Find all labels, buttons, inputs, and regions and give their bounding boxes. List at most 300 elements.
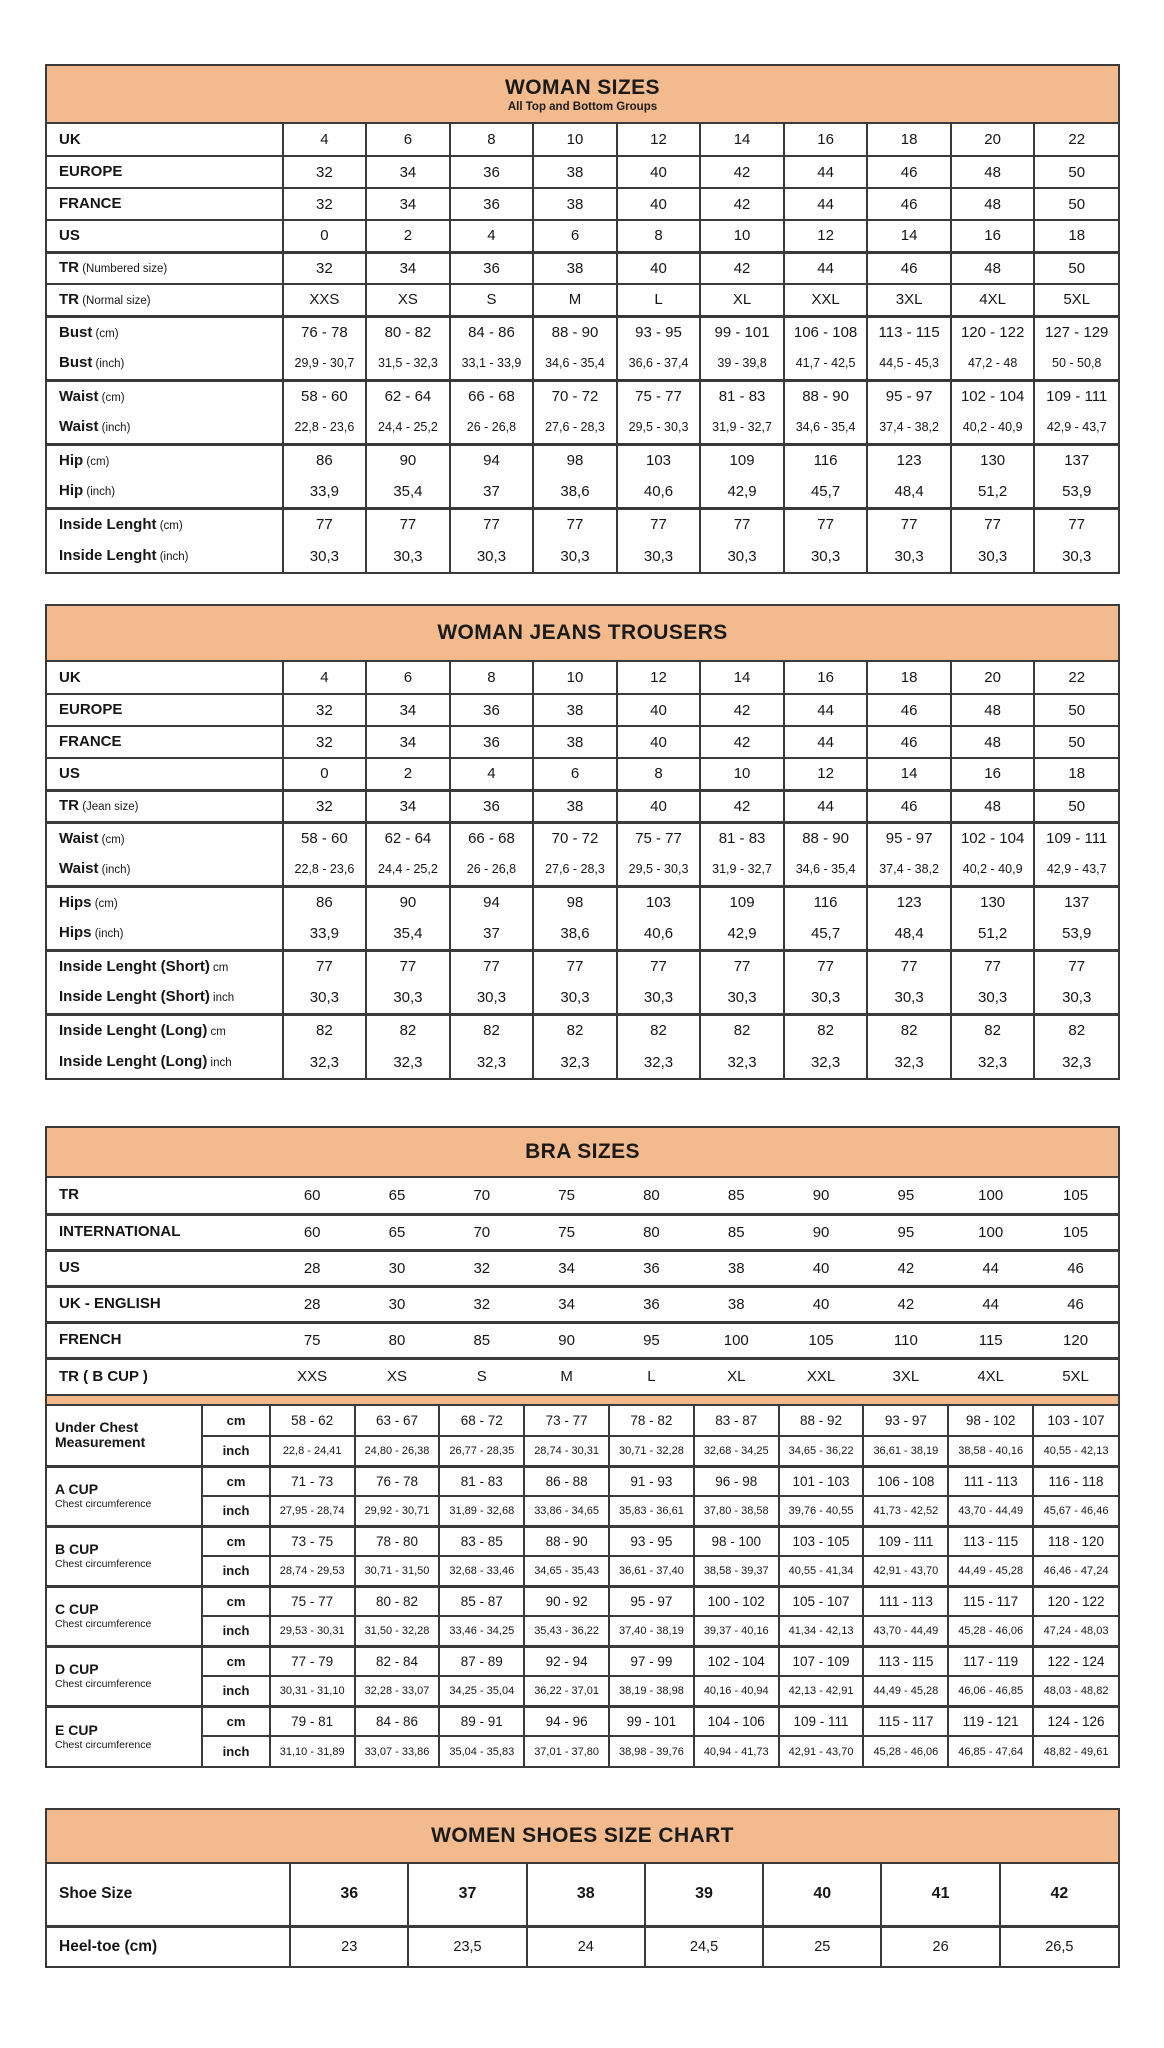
- size-cell: 50: [1034, 694, 1118, 726]
- size-cell: 10: [533, 124, 617, 156]
- size-cell: 34: [366, 694, 450, 726]
- size-cell: 38: [527, 1864, 645, 1926]
- size-cell: 50: [1034, 726, 1118, 758]
- size-cell: 70 - 72: [533, 380, 617, 412]
- size-cell: 58 - 60: [283, 822, 367, 854]
- size-cell: 8: [450, 662, 534, 694]
- row-label: US: [47, 220, 283, 252]
- size-cell: 4XL: [948, 1358, 1033, 1394]
- size-cell: 95 - 97: [609, 1586, 694, 1616]
- size-cell: 44: [948, 1250, 1033, 1286]
- row-label: TR: [59, 1186, 79, 1204]
- size-cell: 38: [694, 1250, 779, 1286]
- size-cell: 8: [450, 124, 534, 156]
- row-label: Heel-toe (cm): [47, 1926, 290, 1966]
- size-cell: 34: [366, 252, 450, 284]
- size-cell: 86 - 88: [524, 1466, 609, 1496]
- size-cell: 89 - 91: [439, 1706, 524, 1736]
- size-cell: 45,28 - 46,06: [863, 1736, 948, 1766]
- size-cell: 116: [784, 444, 868, 476]
- size-cell: 36: [450, 694, 534, 726]
- size-cell: 77: [533, 508, 617, 540]
- size-cell: 3XL: [863, 1358, 948, 1394]
- size-cell: 75: [270, 1322, 355, 1358]
- size-cell: 12: [784, 758, 868, 790]
- size-cell: 29,53 - 30,31: [270, 1616, 355, 1646]
- size-cell: 42,13 - 42,91: [779, 1676, 864, 1706]
- size-cell: XL: [694, 1358, 779, 1394]
- size-cell: 38: [533, 252, 617, 284]
- size-cell: 90 - 92: [524, 1586, 609, 1616]
- size-cell: 30,3: [617, 540, 701, 572]
- size-cell: 30,3: [283, 540, 367, 572]
- size-cell: 4: [283, 124, 367, 156]
- size-cell: 24: [527, 1926, 645, 1966]
- size-cell: 44: [948, 1286, 1033, 1322]
- size-cell: 81 - 83: [700, 822, 784, 854]
- size-cell: 39,76 - 40,55: [779, 1496, 864, 1526]
- size-cell: XXL: [779, 1358, 864, 1394]
- shoes-table: [47, 1864, 1118, 1966]
- group-label: Under Chest Measurement: [55, 1419, 146, 1451]
- size-cell: 77: [450, 950, 534, 982]
- table-row: [47, 918, 1118, 950]
- size-cell: 115 - 117: [863, 1706, 948, 1736]
- size-cell: 32: [439, 1250, 524, 1286]
- size-cell: 20: [951, 124, 1035, 156]
- size-cell: 77: [617, 950, 701, 982]
- size-cell: 36: [450, 726, 534, 758]
- size-cell: 30,3: [283, 982, 367, 1014]
- size-cell: 29,5 - 30,3: [617, 854, 701, 886]
- size-cell: 48: [951, 694, 1035, 726]
- size-cell: 82: [784, 1014, 868, 1046]
- row-label: TR (Normal size): [47, 284, 283, 316]
- size-cell: 103 - 105: [779, 1526, 864, 1556]
- size-cell: 32: [283, 694, 367, 726]
- size-cell: 37: [450, 918, 534, 950]
- size-cell: 36,22 - 37,01: [524, 1676, 609, 1706]
- table-row: [47, 220, 1118, 252]
- size-cell: 82: [1034, 1014, 1118, 1046]
- size-cell: 38,6: [533, 476, 617, 508]
- group-label: A CUP Chest circumference: [47, 1466, 202, 1526]
- size-cell: 28,74 - 29,53: [270, 1556, 355, 1586]
- size-cell: 109 - 111: [1034, 380, 1118, 412]
- size-cell: 46,85 - 47,64: [948, 1736, 1033, 1766]
- size-cell: 77: [700, 950, 784, 982]
- size-cell: 117 - 119: [948, 1646, 1033, 1676]
- size-cell: 80: [355, 1322, 440, 1358]
- row-label: TR (Numbered size): [47, 252, 283, 284]
- size-cell: 27,6 - 28,3: [533, 854, 617, 886]
- size-cell: 38,98 - 39,76: [609, 1736, 694, 1766]
- table-row: [47, 1646, 1118, 1676]
- size-cell: 42: [863, 1250, 948, 1286]
- size-cell: 44,49 - 45,28: [948, 1556, 1033, 1586]
- size-cell: 6: [366, 662, 450, 694]
- size-cell: XXS: [283, 284, 367, 316]
- size-cell: 77: [784, 950, 868, 982]
- size-cell: 42: [700, 726, 784, 758]
- size-cell: 62 - 64: [366, 380, 450, 412]
- unit-label: inch: [202, 1676, 269, 1706]
- size-cell: 31,9 - 32,7: [700, 854, 784, 886]
- size-cell: 82: [617, 1014, 701, 1046]
- size-cell: 30,3: [1034, 982, 1118, 1014]
- row-label: Bust (cm): [47, 316, 283, 348]
- size-cell: 39: [645, 1864, 763, 1926]
- size-cell: 42,9 - 43,7: [1034, 412, 1118, 444]
- row-label: UK: [59, 130, 81, 148]
- size-cell: 111 - 113: [863, 1586, 948, 1616]
- woman-sizes-section: [45, 64, 1120, 574]
- size-cell: 32,3: [1034, 1046, 1118, 1078]
- table-row: [47, 1358, 1118, 1394]
- size-cell: 124 - 126: [1033, 1706, 1118, 1736]
- size-cell: 37,4 - 38,2: [867, 412, 951, 444]
- size-cell: 106 - 108: [784, 316, 868, 348]
- row-label: UK - ENGLISH: [47, 1286, 270, 1322]
- size-cell: 90: [779, 1214, 864, 1250]
- size-cell: 44: [784, 188, 868, 220]
- size-cell: 93 - 97: [863, 1406, 948, 1436]
- shoes-header: [47, 1810, 1118, 1864]
- size-cell: 68 - 72: [439, 1406, 524, 1436]
- size-cell: 30,3: [533, 982, 617, 1014]
- size-cell: 90: [366, 444, 450, 476]
- row-label: INTERNATIONAL: [47, 1214, 270, 1250]
- table-row: [47, 1214, 1118, 1250]
- size-cell: 111 - 113: [948, 1466, 1033, 1496]
- size-cell: 45,7: [784, 476, 868, 508]
- size-cell: 30,3: [1034, 540, 1118, 572]
- bra-sizes-header: [47, 1128, 1118, 1178]
- size-cell: 30,3: [533, 540, 617, 572]
- size-cell: 32,3: [700, 1046, 784, 1078]
- size-cell: 118 - 120: [1033, 1526, 1118, 1556]
- size-cell: 34,65 - 36,22: [779, 1436, 864, 1466]
- size-cell: 34,6 - 35,4: [784, 412, 868, 444]
- size-cell: 77: [1034, 950, 1118, 982]
- size-cell: 18: [867, 124, 951, 156]
- size-cell: 71 - 73: [270, 1466, 355, 1496]
- bra-measurement-table: [47, 1406, 1118, 1766]
- woman-jeans-section: [45, 604, 1120, 1080]
- size-cell: 27,95 - 28,74: [270, 1496, 355, 1526]
- size-cell: 77: [951, 950, 1035, 982]
- unit-label: cm: [202, 1646, 269, 1676]
- size-cell: 34: [524, 1286, 609, 1322]
- size-cell: 38: [533, 156, 617, 188]
- size-cell: 35,4: [366, 918, 450, 950]
- row-label: Waist (inch): [59, 418, 131, 436]
- size-cell: 66 - 68: [450, 380, 534, 412]
- size-cell: 53,9: [1034, 476, 1118, 508]
- size-cell: 70 - 72: [533, 822, 617, 854]
- size-cell: 0: [283, 220, 367, 252]
- size-cell: 75: [558, 1186, 575, 1204]
- size-cell: 29,92 - 30,71: [355, 1496, 440, 1526]
- row-label: Inside Lenght (cm): [47, 508, 283, 540]
- size-cell: 30: [355, 1286, 440, 1322]
- size-cell: 80 - 82: [366, 316, 450, 348]
- size-cell: 22: [1034, 124, 1118, 156]
- size-cell: 22: [1034, 662, 1118, 694]
- size-cell: 51,2: [951, 476, 1035, 508]
- table-row: [47, 950, 1118, 982]
- group-label: C CUP Chest circumference: [47, 1586, 202, 1646]
- row-label: FRANCE: [47, 188, 283, 220]
- size-cell: 38: [533, 694, 617, 726]
- size-cell: 42,91 - 43,70: [863, 1556, 948, 1586]
- size-cell: 36: [450, 156, 534, 188]
- table-row: [47, 188, 1118, 220]
- size-cell: 32: [439, 1286, 524, 1322]
- row-label: Bust (inch): [59, 354, 125, 372]
- size-cell: 44,5 - 45,3: [867, 348, 951, 380]
- size-cell: 50: [1034, 790, 1118, 822]
- size-cell: 4XL: [951, 284, 1035, 316]
- size-cell: 12: [617, 662, 701, 694]
- size-cell: 60: [303, 1186, 321, 1204]
- size-cell: 30,3: [867, 982, 951, 1014]
- size-cell: 32,3: [951, 1046, 1035, 1078]
- size-cell: 82: [283, 1014, 367, 1046]
- size-cell: 34: [366, 188, 450, 220]
- size-cell: 35,04 - 35,83: [439, 1736, 524, 1766]
- size-cell: 120 - 122: [1033, 1586, 1118, 1616]
- size-cell: 100 - 102: [694, 1586, 779, 1616]
- size-cell: 40,94 - 41,73: [694, 1736, 779, 1766]
- size-cell: 40,2 - 40,9: [951, 412, 1035, 444]
- size-cell: 40: [617, 790, 701, 822]
- table-row: [47, 1322, 1118, 1358]
- bra-conversion-table: [47, 1178, 1118, 1394]
- size-cell: 36,6 - 37,4: [617, 348, 701, 380]
- unit-label: inch: [202, 1736, 269, 1766]
- size-cell: 30,3: [450, 540, 534, 572]
- row-label: EUROPE: [47, 156, 283, 188]
- size-cell: M: [533, 284, 617, 316]
- size-cell: 31,5 - 32,3: [366, 348, 450, 380]
- size-cell: 30,3: [366, 540, 450, 572]
- size-cell: 100: [948, 1214, 1033, 1250]
- size-cell: 82: [366, 1014, 450, 1046]
- size-cell: 99 - 101: [609, 1706, 694, 1736]
- size-cell: 32,3: [450, 1046, 534, 1078]
- size-cell: 101 - 103: [779, 1466, 864, 1496]
- table-row: [47, 124, 1118, 156]
- size-cell: 4: [450, 220, 534, 252]
- size-cell: 32,28 - 33,07: [355, 1676, 440, 1706]
- size-cell: 104 - 106: [694, 1706, 779, 1736]
- size-cell: 32: [283, 790, 367, 822]
- size-cell: 6: [366, 124, 450, 156]
- size-cell: 102 - 104: [951, 380, 1035, 412]
- size-cell: 94: [450, 886, 534, 918]
- row-label: FRENCH: [47, 1322, 270, 1358]
- size-cell: 8: [617, 220, 701, 252]
- size-cell: 98 - 100: [694, 1526, 779, 1556]
- size-cell: 44: [784, 252, 868, 284]
- size-cell: 109 - 111: [779, 1706, 864, 1736]
- row-label: Inside Lenght (Short) cm: [47, 950, 283, 982]
- row-label: Inside Lenght (Short) inch: [59, 988, 235, 1006]
- size-cell: 45,7: [784, 918, 868, 950]
- size-cell: 30,31 - 31,10: [270, 1676, 355, 1706]
- size-cell: 123: [867, 444, 951, 476]
- table-row: [47, 822, 1118, 854]
- size-cell: 92 - 94: [524, 1646, 609, 1676]
- size-cell: 34,6 - 35,4: [784, 854, 868, 886]
- size-cell: 47,2 - 48: [951, 348, 1035, 380]
- row-label: US: [47, 758, 283, 790]
- size-cell: 36: [450, 790, 534, 822]
- size-cell: 33,1 - 33,9: [450, 348, 534, 380]
- size-cell: 113 - 115: [948, 1526, 1033, 1556]
- size-cell: 30,3: [951, 982, 1035, 1014]
- size-cell: 40: [617, 694, 701, 726]
- bra-sizes-title: BRA SIZES: [525, 1140, 640, 1163]
- table-row: [47, 726, 1118, 758]
- size-cell: 37,01 - 37,80: [524, 1736, 609, 1766]
- size-cell: 94 - 96: [524, 1706, 609, 1736]
- row-label: Waist (cm): [47, 380, 283, 412]
- size-cell: 39 - 39,8: [700, 348, 784, 380]
- size-cell: 34,6 - 35,4: [533, 348, 617, 380]
- size-cell: 44,49 - 45,28: [863, 1676, 948, 1706]
- size-cell: 40,6: [617, 918, 701, 950]
- size-cell: 100: [978, 1186, 1004, 1204]
- woman-jeans-header: [47, 606, 1118, 662]
- size-cell: 42: [700, 790, 784, 822]
- size-cell: 12: [617, 124, 701, 156]
- size-cell: 26: [881, 1926, 999, 1966]
- size-cell: 42: [700, 252, 784, 284]
- size-cell: 32,3: [784, 1046, 868, 1078]
- size-cell: 86: [283, 886, 367, 918]
- size-cell: 88 - 90: [784, 380, 868, 412]
- size-cell: 46: [867, 694, 951, 726]
- size-cell: 85 - 87: [439, 1586, 524, 1616]
- size-cell: 40: [617, 188, 701, 220]
- size-cell: 40,55 - 42,13: [1033, 1436, 1118, 1466]
- size-cell: 30: [355, 1250, 440, 1286]
- table-row: [47, 982, 1118, 1014]
- table-row: [47, 886, 1118, 918]
- size-cell: 83 - 87: [694, 1406, 779, 1436]
- size-cell: 34: [524, 1250, 609, 1286]
- size-cell: 35,43 - 36,22: [524, 1616, 609, 1646]
- size-cell: 38,58 - 40,16: [948, 1436, 1033, 1466]
- size-cell: 130: [951, 886, 1035, 918]
- size-cell: 22,8 - 23,6: [283, 854, 367, 886]
- size-cell: 82: [700, 1014, 784, 1046]
- size-cell: 116: [784, 886, 868, 918]
- size-cell: XS: [366, 284, 450, 316]
- size-cell: 77: [366, 950, 450, 982]
- size-cell: 26,77 - 28,35: [439, 1436, 524, 1466]
- size-cell: S: [450, 284, 534, 316]
- size-cell: 78 - 80: [355, 1526, 440, 1556]
- size-cell: 38,19 - 38,98: [609, 1676, 694, 1706]
- size-cell: 4: [283, 662, 367, 694]
- table-row: [47, 412, 1118, 444]
- row-label: Hip (inch): [59, 482, 116, 500]
- size-cell: 50: [1034, 188, 1118, 220]
- size-cell: 82 - 84: [355, 1646, 440, 1676]
- size-cell: 120 - 122: [951, 316, 1035, 348]
- size-cell: 29,5 - 30,3: [617, 412, 701, 444]
- table-row: [47, 1706, 1118, 1736]
- size-cell: 36: [450, 252, 534, 284]
- size-cell: 5XL: [1033, 1358, 1118, 1394]
- table-row: [47, 1496, 1118, 1526]
- table-row: [47, 380, 1118, 412]
- size-cell: 36: [609, 1286, 694, 1322]
- size-cell: XL: [700, 284, 784, 316]
- size-cell: 48,82 - 49,61: [1033, 1736, 1118, 1766]
- row-label: Inside Lenght (inch): [59, 547, 189, 564]
- size-cell: 109: [700, 444, 784, 476]
- size-cell: 35,4: [366, 476, 450, 508]
- size-cell: 29,9 - 30,7: [283, 348, 367, 380]
- size-cell: 30,3: [784, 982, 868, 1014]
- size-cell: 93 - 95: [609, 1526, 694, 1556]
- size-cell: 23: [290, 1926, 408, 1966]
- size-cell: 62 - 64: [366, 822, 450, 854]
- size-cell: 30,3: [867, 540, 951, 572]
- size-cell: 77: [617, 508, 701, 540]
- woman-sizes-table: [47, 124, 1118, 572]
- table-row: [47, 1864, 1118, 1926]
- size-cell: 83 - 85: [439, 1526, 524, 1556]
- size-cell: 40,16 - 40,94: [694, 1676, 779, 1706]
- size-cell: 48,4: [867, 918, 951, 950]
- size-cell: 36: [609, 1250, 694, 1286]
- size-cell: 80: [643, 1186, 660, 1204]
- size-cell: 75 - 77: [617, 822, 701, 854]
- size-cell: 77: [366, 508, 450, 540]
- size-cell: 84 - 86: [355, 1706, 440, 1736]
- size-cell: 113 - 115: [867, 316, 951, 348]
- table-row: [47, 758, 1118, 790]
- size-cell: 42,9: [700, 476, 784, 508]
- size-cell: 18: [1034, 220, 1118, 252]
- size-cell: 45,28 - 46,06: [948, 1616, 1033, 1646]
- size-cell: 60: [270, 1214, 355, 1250]
- size-cell: 85: [694, 1214, 779, 1250]
- size-cell: 20: [951, 662, 1035, 694]
- size-cell: 77: [867, 508, 951, 540]
- size-cell: 82: [450, 1014, 534, 1046]
- size-cell: 63 - 67: [355, 1406, 440, 1436]
- size-cell: 77 - 79: [270, 1646, 355, 1676]
- woman-sizes-title: WOMAN SIZES: [505, 75, 660, 99]
- shoes-title: WOMEN SHOES SIZE CHART: [431, 1824, 734, 1847]
- size-cell: 76 - 78: [283, 316, 367, 348]
- size-cell: 95 - 97: [867, 380, 951, 412]
- size-cell: 25: [763, 1926, 881, 1966]
- size-cell: 123: [867, 886, 951, 918]
- size-cell: 40: [779, 1250, 864, 1286]
- size-cell: 100: [694, 1322, 779, 1358]
- group-label: B CUP Chest circumference: [47, 1526, 202, 1586]
- size-cell: 75: [524, 1214, 609, 1250]
- size-cell: 37: [450, 476, 534, 508]
- size-cell: 30,3: [700, 982, 784, 1014]
